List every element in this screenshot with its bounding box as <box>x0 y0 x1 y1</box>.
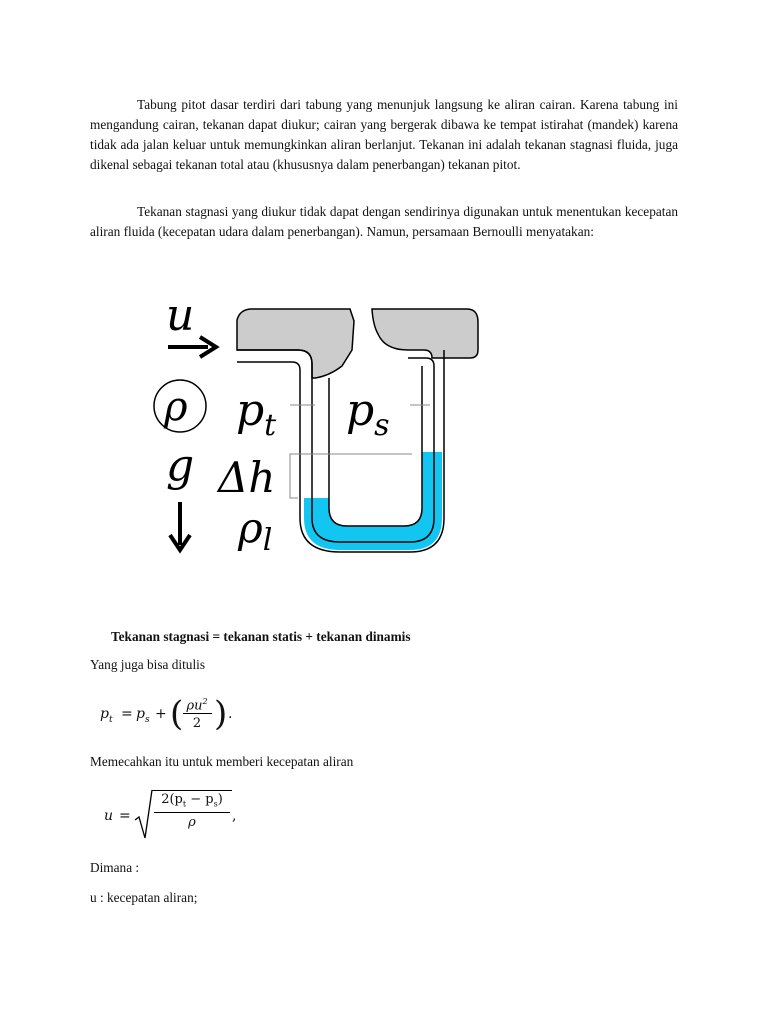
density-label: ρ <box>164 384 188 430</box>
intro-paragraph: Tabung pitot dasar terdiri dari tabung yang menunjuk langsung ke aliran cairan. Karena tabung ini mengandung cairan, tekanan dapat diukur; cairan yang bergerak dibawa ke tempat istirahat (mandek) karena tidak ada jalan keluar untuk memungkinkan aliran berlanjut. Tekanan ini adalah tekanan stagnasi fluida, juga dikenal sebagai tekanan total atau (khususnya dalam penerbangan) tekanan pitot. <box>90 97 678 172</box>
text-line: u : kecepatan aliran; <box>90 890 198 905</box>
u-tube-outer <box>237 350 434 542</box>
equation-flow-velocity: u = $2(p_t - p_s)$ ρ , <box>104 788 244 842</box>
section-heading: Tekanan stagnasi = tekanan statis + tekanan dinamis <box>111 629 411 644</box>
static-pressure-label: $p_s$ <box>346 385 390 443</box>
bernoulli-paragraph: Tekanan stagnasi yang diukur tidak dapat dengan sendirinya digunakan untuk menentukan kecepatan aliran fluida (kecepatan udara dalam penerbangan). Namun, persamaan Bernoulli menyatakan: <box>90 204 678 239</box>
text-line: Yang juga bisa ditulis <box>90 657 206 672</box>
text-line: Dimana : <box>90 860 140 875</box>
height-diff-label: Δh <box>218 453 276 502</box>
pitot-tube-diagram <box>140 290 485 555</box>
tube-body <box>237 309 354 378</box>
liquid-density-label: ρl <box>238 503 273 555</box>
u-tube-inner <box>237 350 444 552</box>
dh-bracket <box>290 454 298 498</box>
total-pressure-label: $p_t$ <box>236 385 277 443</box>
text-line: Memecahkan itu untuk memberi kecepatan aliran <box>90 754 354 769</box>
u-tube-inner-wall <box>329 366 422 526</box>
equation-total-pressure: $p_t$ = $p_s$ + ( $\rho u^2$ 2 ) . <box>100 694 233 734</box>
velocity-label: u <box>166 290 195 341</box>
static-port-body <box>372 309 478 358</box>
gravity-label: g <box>166 440 195 491</box>
